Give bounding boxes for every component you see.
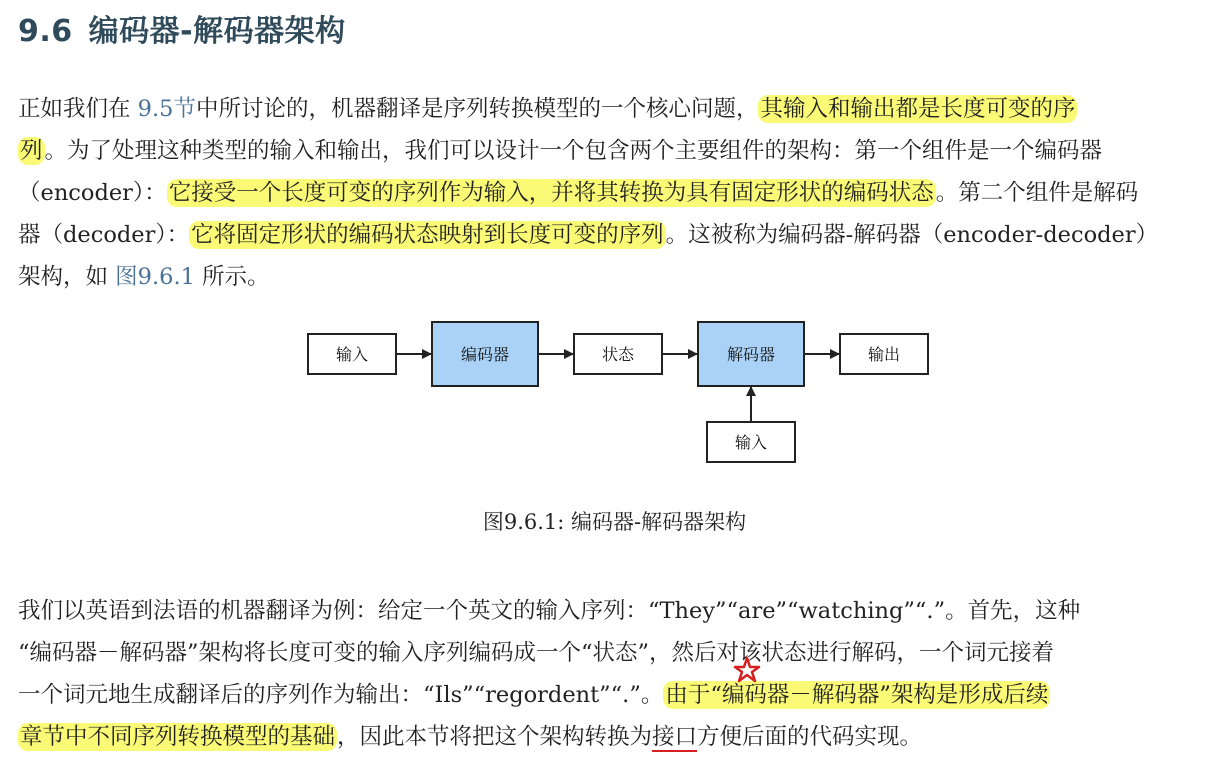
highlighted-text: 它将固定形状的编码状态映射到长度可变的序列	[191, 222, 664, 248]
state-box	[574, 334, 662, 374]
text-line: 我们以英语到法语的机器翻译为例：给定一个英文的输入序列：“They”“are”“watching”“.”。首先，这种	[18, 598, 1081, 624]
text-line	[18, 130, 1218, 172]
output-box	[840, 334, 928, 374]
text-run: 中所讨论的，机器翻译是序列转换模型的一个核心问题，	[195, 96, 759, 122]
section-link[interactable]: 9.5节	[137, 96, 196, 122]
text-run: ，因此本节将把这个架构转换为	[337, 724, 653, 750]
encoder-decoder-diagram	[300, 312, 940, 472]
text-run: 正如我们在	[18, 96, 138, 122]
highlighted-text: 章节中不同序列转换模型的基础	[20, 724, 336, 750]
text-run: 架构，如	[18, 264, 116, 290]
decoder-input-box	[707, 422, 795, 462]
output-label: 输出	[867, 345, 901, 364]
input-label: 输入	[335, 345, 369, 364]
encoder-box	[432, 322, 538, 386]
text-line	[18, 716, 1218, 758]
section-number: 9.6	[18, 14, 73, 49]
section-title: 编码器-解码器架构	[88, 14, 346, 49]
encoder-label: 编码器	[460, 345, 510, 364]
text-line	[18, 674, 1218, 716]
text-run: 。为了处理这种类型的输入和输出，我们可以设计一个包含两个主要组件的架构：第一个组件是一个编码器	[44, 138, 1103, 164]
text-run: 方便后面的代码实现。	[697, 724, 923, 750]
text-run: （encoder）：	[18, 180, 167, 206]
text-run: 。这被称为编码器-解码器（encoder-decoder）	[665, 222, 1159, 248]
text-run: 。第二个组件是解码	[935, 180, 1139, 206]
highlighted-text: 其输入和输出都是长度可变的序	[760, 96, 1076, 122]
text-run: 器（decoder）：	[18, 222, 190, 248]
input-box	[308, 334, 396, 374]
example-paragraph	[18, 590, 1218, 758]
highlighted-text: 它接受一个长度可变的序列作为输入，并将其转换为具有固定形状的编码状态	[168, 180, 934, 206]
highlighted-text: 由于“编码器－解码器”架构是形成后续	[665, 682, 1049, 708]
intro-paragraph	[18, 88, 1218, 298]
section-heading	[18, 6, 346, 50]
highlighted-text: 列	[20, 138, 43, 164]
text-run: 一个词元地生成翻译后的序列作为输出：“Ils”“regordent”“.”。	[18, 682, 664, 708]
decoder-input-label: 输入	[734, 433, 768, 452]
text-line	[18, 214, 1218, 256]
text-line: “编码器－解码器”架构将长度可变的输入序列编码成一个“状态”，然后对该状态进行解码，一个词元接着	[18, 640, 1055, 666]
text-run: 所示。	[194, 264, 270, 290]
text-line	[18, 172, 1218, 214]
decoder-label: 解码器	[726, 345, 776, 364]
text-line	[18, 88, 1218, 130]
text-line	[18, 256, 1218, 298]
state-label: 状态	[601, 345, 635, 364]
figure-link[interactable]: 图9.6.1	[115, 264, 195, 290]
underlined-text: 接口	[652, 724, 698, 750]
star-annotation-icon	[733, 656, 761, 684]
figure-caption: 图9.6.1: 编码器-解码器架构	[482, 510, 747, 534]
decoder-box	[698, 322, 804, 386]
